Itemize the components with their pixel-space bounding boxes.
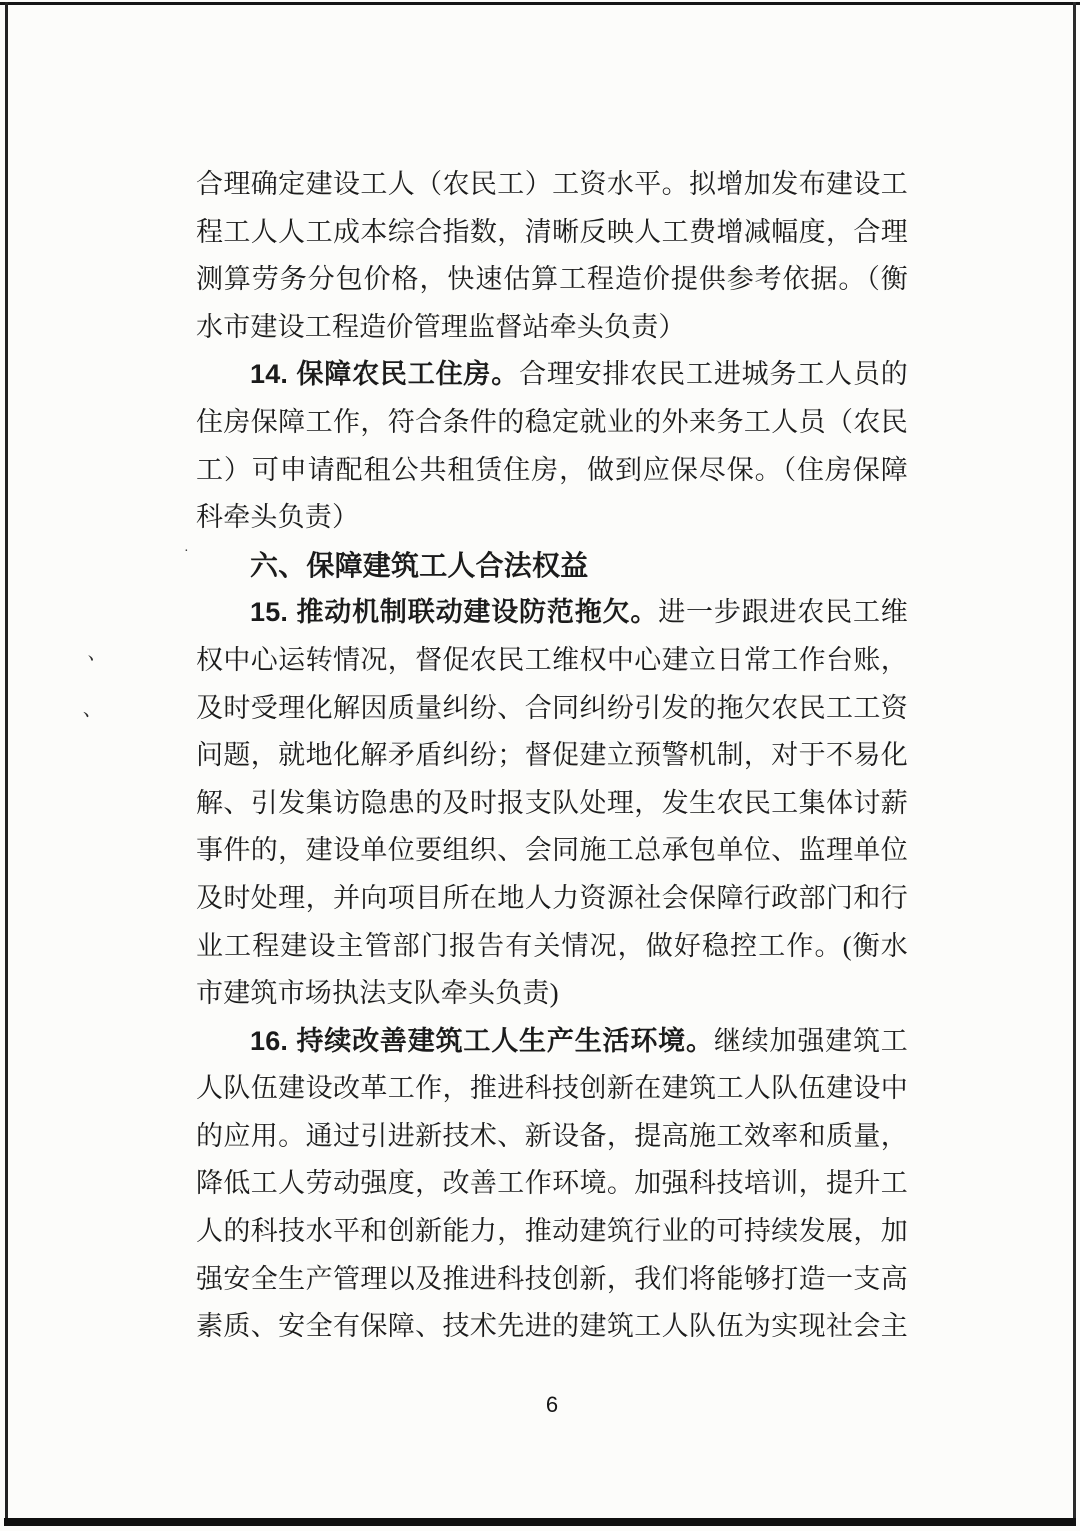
bold-text-segment: 六、保障建筑工人合法权益: [250, 549, 589, 581]
text-segment: 市建筑市场执法支队牵头负责): [196, 978, 559, 1009]
text-segment: 的应用。通过引进新技术、新设备，提高施工效率和质量，: [196, 1120, 908, 1151]
text-line: [196, 256, 908, 304]
text-line: [196, 1113, 908, 1161]
text-segment: 素质、安全有保障、技术先进的建筑工人队伍为实现社会主: [196, 1311, 908, 1342]
page-border-top: [0, 2, 1080, 5]
text-line: [196, 1256, 908, 1304]
page-border-right: [1073, 2, 1076, 1524]
text-line: [196, 685, 908, 733]
page-number: 6: [545, 1392, 559, 1417]
text-line: [196, 161, 908, 209]
text-line: [196, 447, 908, 495]
text-line: [196, 923, 908, 971]
text-segment: 水市建设工程造价管理监督站牵头负责）: [196, 311, 686, 342]
scan-dot-artifact: ·: [184, 544, 189, 559]
document-text-column: [196, 161, 908, 1351]
text-line: [196, 1160, 908, 1208]
text-line: [196, 827, 908, 875]
text-line: [196, 209, 908, 257]
text-line: [196, 780, 908, 828]
text-segment: 住房保障工作，符合条件的稳定就业的外来务工人员（农民: [196, 406, 908, 437]
text-line: [196, 637, 908, 685]
text-segment: 权中心运转情况，督促农民工维权中心建立日常工作台账，: [196, 644, 908, 675]
text-line: [196, 589, 908, 637]
section-heading: [196, 542, 908, 590]
text-line: [196, 1065, 908, 1113]
text-segment: 及时处理，并向项目所在地人力资源社会保障行政部门和行: [196, 882, 908, 913]
text-segment: 事件的，建设单位要组织、会同施工总承包单位、监理单位: [196, 835, 908, 866]
page-border-left: [5, 2, 8, 1524]
bold-text-segment: 16. 持续改善建筑工人生产生活环境。: [250, 1025, 714, 1056]
text-segment: 测算劳务分包价格，快速估算工程造价提供参考依据。（衡: [196, 264, 908, 295]
text-segment: 人队伍建设改革工作，推进科技创新在建筑工人队伍建设中: [196, 1073, 908, 1104]
bold-text-segment: 15. 推动机制联动建设防范拖欠。: [250, 597, 659, 628]
bold-text-segment: 14. 保障农民工住房。: [250, 359, 520, 390]
text-segment: 业工程建设主管部门报告有关情况，做好稳控工作。(衡水: [196, 930, 908, 961]
text-segment: 合理确定建设工人（农民工）工资水平。拟增加发布建设工: [196, 169, 908, 199]
text-segment: 进一步跟进农民工维: [658, 597, 908, 628]
text-line: [196, 1018, 908, 1066]
page-border-bottom: [4, 1518, 1076, 1526]
text-segment: 强安全生产管理以及推进科技创新，我们将能够打造一支高: [196, 1263, 908, 1294]
text-segment: 解、引发集访隐患的及时报支队处理，发生农民工集体讨薪: [196, 787, 908, 818]
text-line: [196, 1208, 908, 1256]
text-segment: 问题，就地化解矛盾纠纷；督促建立预警机制，对于不易化: [196, 740, 908, 771]
text-segment: 及时受理化解因质量纠纷、合同纠纷引发的拖欠农民工工资: [196, 692, 908, 723]
text-segment: 程工人人工成本综合指数，清晰反映人工费增减幅度，合理: [196, 216, 908, 247]
text-line: [196, 399, 908, 447]
scan-margin-mark-2: 、: [82, 698, 104, 722]
text-line: [196, 304, 908, 352]
text-segment: 人的科技水平和创新能力，推动建筑行业的可持续发展，加: [196, 1216, 908, 1247]
scan-margin-mark-1: 、: [86, 641, 110, 667]
text-line: [196, 970, 908, 1018]
text-line: [196, 494, 908, 542]
text-line: [196, 732, 908, 780]
text-segment: 科牵头负责）: [196, 502, 360, 533]
text-line: [196, 875, 908, 923]
text-line: [196, 1303, 908, 1351]
text-segment: 工）可申请配租公共租赁住房，做到应保尽保。（住房保障: [196, 454, 908, 485]
text-segment: 降低工人劳动强度，改善工作环境。加强科技培训，提升工: [196, 1168, 908, 1199]
text-segment: 合理安排农民工进城务工人员的: [519, 359, 908, 390]
text-line: [196, 351, 908, 399]
text-segment: 继续加强建筑工: [713, 1025, 908, 1056]
